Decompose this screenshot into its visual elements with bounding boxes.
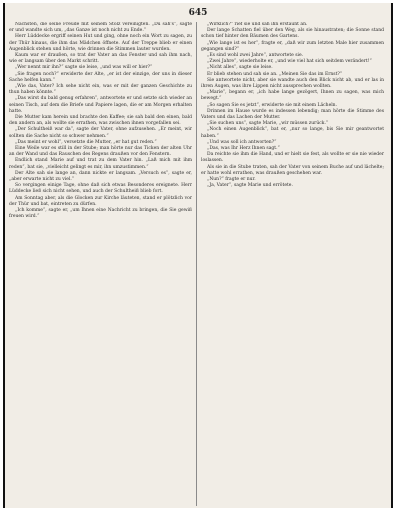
- scan-edge-left: [3, 3, 5, 508]
- paragraph: „Ich komme“, sagte er, „um Ihnen eine Nachricht zu bringen, die Sie gewiß freuen wird.“: [9, 208, 192, 220]
- paragraph: Kaum war er draußen, so trat der Vater an das Fenster und sah ihm nach, wie er langsam über den Markt schritt.: [9, 53, 192, 65]
- scan-edge-right: [391, 3, 393, 508]
- paragraph: „Nicht alles“, sagte sie leise.: [207, 65, 273, 71]
- column-divider: [196, 22, 197, 506]
- paragraph: „Das, was Ihr Herz Ihnen sagt.“: [207, 146, 280, 152]
- paragraph: „Noch einen Augenblick“, bat er, „nur so lange, bis Sie mir geantwortet haben.“: [201, 127, 384, 139]
- paragraph: Der lange Schatten fiel über den Weg, als sie hinaustraten; die Sonne stand schon tief hinter den Bäumen des Gartens.: [201, 28, 384, 40]
- left-column: [9, 22, 192, 506]
- paragraph: Sie antwortete nicht, aber sie wandte auch den Blick nicht ab, und er las in ihren Augen, was ihre Lippen nicht aussprechen wollten.: [201, 77, 384, 90]
- paragraph: „Marie“, begann er, „ich habe lange gezögert, Ihnen zu sagen, was mich bewegt.“: [201, 90, 384, 102]
- paragraph: „Wer nennt mir ihn?“ sagte sie leise, „und was will er hier?“: [15, 65, 153, 71]
- paragraph: „Wie das, Vater? Ich sehe nicht ein, was er mit der ganzen Geschichte zu thun haben könnte.“: [9, 84, 192, 96]
- page-number: 645: [188, 8, 208, 18]
- paragraph: „Das wirst du bald genug erfahren“, antwortete er und setzte sich wieder an seinen Tisch, auf dem die Briefe und Papiere lagen, die er am Morgen erhalten hatte.: [9, 96, 192, 114]
- right-column: [201, 22, 384, 506]
- paragraph: Am Sonntag aber, als die Glocken zur Kirche läuteten, stand er plötzlich vor der Thür und bat, eintreten zu dürfen.: [9, 195, 192, 207]
- paragraph: „Und was soll ich antworten?“: [207, 139, 277, 145]
- paragraph: „Wirklich?“ rief sie und sah ihn erstaunt an.: [207, 22, 308, 27]
- paragraph: Endlich stand Marie auf und trat zu dem Vater hin. „Laß mich mit ihm reden“, bat sie, „vielleicht gelingt es mir, ihn umzustimmen.“: [9, 158, 192, 170]
- paragraph: „Es sind wohl zwei Jahre“, antwortete sie.: [207, 53, 304, 59]
- paragraph: Der Alte sah sie lange an, dann nickte er langsam. „Versuch es“, sagte er, „aber erwarte nicht zu viel.“: [9, 170, 192, 183]
- paragraph: Als sie in die Stube traten, sah der Vater von seinem Buche auf und lächelte; er hatte wohl errathen, was draußen geschehen war.: [201, 164, 384, 176]
- paragraph: „Nun?“ fragte er nur.: [207, 177, 256, 183]
- paragraph: „Zwei Jahre“, wiederholte er, „und wie viel hat sich seitdem verändert!“: [207, 59, 372, 65]
- paragraph: Eine Weile war es still in der Stube; man hörte nur das Ticken der alten Uhr an der Wand und das Rauschen des Regens draußen vor den Fenstern.: [9, 146, 192, 158]
- paragraph: „Ja, Vater“, sagte Marie und errötete.: [207, 183, 293, 189]
- paragraph: Die Mutter kam herein und brachte den Kaffee; sie sah bald den einen, bald den andern an, als wollte sie errathen, was zwischen ihnen vorgefallen sei.: [9, 115, 192, 127]
- paragraph: „So sagen Sie es jetzt“, erwiderte sie mit einem Lächeln.: [207, 102, 338, 108]
- paragraph: „Das meint er wohl“, versetzte die Mutter, „er hat gut reden.“: [15, 139, 157, 145]
- newspaper-page: [5, 3, 391, 508]
- paragraph: So vergingen einige Tage, ohne daß sich etwas Besonderes ereignete. Herr Lüddecke ließ sich nicht sehen, und auch der Schultheiß blieb fort.: [9, 183, 192, 195]
- paragraph: Herr Lüddecke ergriff seinen Hut und ging, ohne noch ein Wort zu sagen, zu der Thür hinaus, die ihm das Mädchen öffnete. Auf der Treppe blieb er einen Augenblick stehen und hörte, wie drinnen die Stimmen lauter wurden.: [9, 34, 192, 52]
- paragraph: Da reichte sie ihm die Hand, und er hielt sie fest, als wollte er sie nie wieder loslassen.: [201, 152, 384, 164]
- paragraph: „Sie suchen uns“, sagte Marie, „wir müssen zurück.“: [207, 121, 329, 127]
- paragraph: Drinnen im Hause wurde es indessen lebendig; man hörte die Stimme des Vaters und das Lachen der Mutter.: [201, 108, 384, 121]
- paragraph: „Sie fragen noch?“ erwiderte der Alte, „er ist der einzige, der uns in dieser Sache helfen kann.“: [9, 71, 192, 83]
- paragraph: Er blieb stehen und sah sie an. „Meinen Sie das im Ernst?“: [207, 71, 343, 77]
- paragraph: „Wie lange ist es her“, fragte er, „daß wir zum letzten Male hier zusammen gegangen sind?“: [201, 40, 384, 52]
- paragraph: „Der Schultheiß war da“, sagte der Vater, ohne aufzusehen. „Er meint, wir sollten die Sache nicht so schwer nehmen.“: [9, 127, 192, 139]
- paragraph: Nächsten, die seine Freude mit seinem Stolz vereinigten. „Du sah's“, sagte er und wandte sich um, „das Ganze ist noch nicht zu Ende.“: [9, 22, 192, 34]
